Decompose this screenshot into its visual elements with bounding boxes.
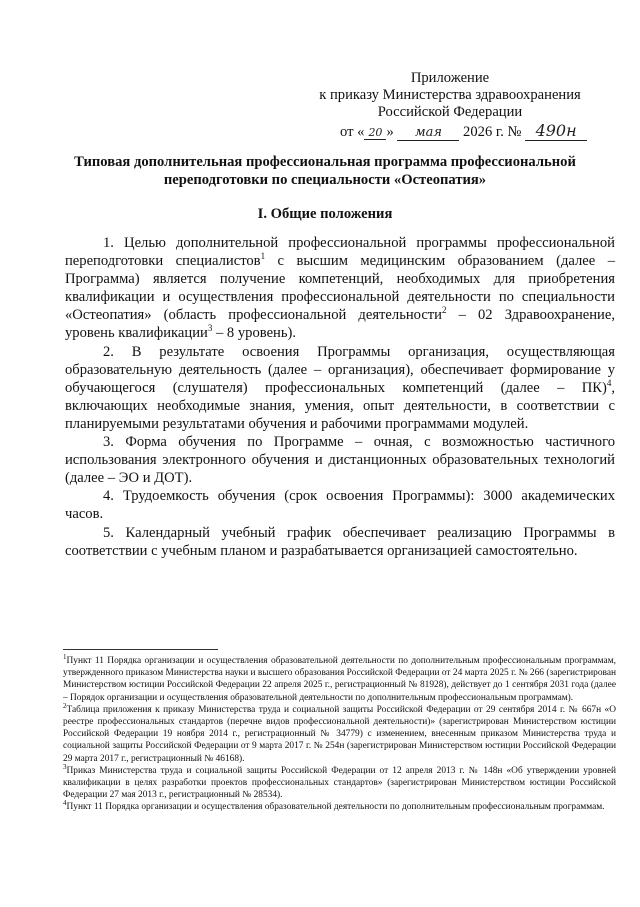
p1-text-a: 1. Целью дополнительной профессиональной программы профессиональной переподготовки специалистов xyxy=(65,235,615,270)
p2-text-b: , включающих необходимые знания, умения, опыт деятельности, в соответствии с планируемыми результатами обучения и рабочими программами модулей. xyxy=(65,379,615,432)
p1-text-c: – 02 Здравоохранение, уровень квалификации xyxy=(65,307,615,342)
footnote-mark-4: 4 xyxy=(63,799,67,808)
footnotes xyxy=(63,652,616,814)
paragraph-3: 3. Форма обучения по Программе – очная, с возможностью частичного использования электронного обучения и дистанционных образовательных технологий (далее – ЭО и ДОТ). xyxy=(65,434,615,487)
footnote-text-2: Таблица приложения к приказу Министерства труда и социальной защиты Российской Федерации от 29 сентября 2014 г. № 667н «О реестре профессиональных стандартов (перечне видов профессиональной деятельности)» (зарегистрирован Министерством юстиции Российской Федерации 19 ноября 2014 г., регистрационный № 34779) с изменением, внесенным приказом Министерства труда и социальной защиты Российской Федерации от 9 марта 2017 г. № 254н (зарегистрирован Министерством юстиции Российской Федерации 29 марта 2017 г., регистрационный № 46168). xyxy=(63,704,616,764)
header-line-order: к приказу Министерства здравоохранения xyxy=(319,87,581,103)
footnote-4 xyxy=(63,801,616,813)
p1-text-d: – 8 уровень). xyxy=(212,325,297,342)
order-number-handwritten: 490н xyxy=(525,121,587,141)
order-month-handwritten: мая xyxy=(397,125,459,141)
footnote-mark-1: 1 xyxy=(63,652,67,661)
footnote-1 xyxy=(63,652,616,704)
header-line-appendix: Приложение xyxy=(410,70,490,86)
order-prefix: от « xyxy=(340,124,365,140)
footnote-text-4: Пункт 11 Порядка организации и осуществления образовательной деятельности по дополнительным профессиональным программам. xyxy=(66,802,605,813)
footnote-mark-3: 3 xyxy=(63,762,67,771)
order-day-handwritten: 20 xyxy=(364,126,386,140)
p1-text-b: с высшим медицинским образованием (далее – Программа) является получение компетенций, необходимых для приобретения квалификации и осуществления профессиональной деятельности по специальности «Остеопатия» (область профессиональной деятельности xyxy=(65,253,615,324)
title-line-2: переподготовки по специальности «Остеопатия» xyxy=(163,172,487,188)
header-line-country: Российской Федерации xyxy=(377,104,523,120)
footnote-text-3: Приказ Министерства труда и социальной защиты Российской Федерации от 12 апреля 2013 г. № 148н «Об утверждении уровней квалификации в целях разработки проектов профессиональных стандартов» (зарегистрирован Министерством юстиции Российской Федерации 27 мая 2013 г., регистрационный № 28534). xyxy=(63,765,616,801)
footnote-3 xyxy=(63,762,616,802)
footnote-ref-1: 1 xyxy=(260,251,266,262)
footnote-divider xyxy=(63,649,218,650)
p2-text-a: 2. В результате освоения Программы организация, осуществляющая образовательную деятельность (далее – организация), обеспечивает формирование у обучающегося (слушателя) профессиональных компетенций (далее – ПК) xyxy=(65,343,615,396)
body-text xyxy=(65,234,615,560)
footnote-ref-2: 2 xyxy=(441,305,447,316)
paragraph-5: 5. Календарный учебный график обеспечивает реализацию Программы в соответствии с учебным планом и разрабатывается организацией самостоятельно. xyxy=(65,524,615,559)
paragraph-1 xyxy=(65,234,615,343)
order-mid: » xyxy=(386,124,394,140)
document-title xyxy=(60,153,590,189)
section-heading: I. Общие положения xyxy=(257,206,393,222)
order-date-number xyxy=(340,121,587,141)
title-line-1: Типовая дополнительная профессиональная программа профессиональной xyxy=(74,154,576,170)
footnote-2 xyxy=(63,701,616,765)
approval-header xyxy=(300,70,600,121)
footnote-text-1: Пункт 11 Порядка организации и осуществления образовательной деятельности по дополнительным профессиональным программам, утвержденного приказом Министерства науки и высшего образования Российской Федерации от 24 марта 2025 г. № 266 (зарегистрирован Министерством юстиции Российской Федерации 22 апреля 2025 г., регистрационный № 81928), действует до 1 сентября 2031 года (далее – Порядок организации и осуществления образовательной деятельности по дополнительным профессиональным программам). xyxy=(63,656,616,703)
footnote-ref-4: 4 xyxy=(606,377,612,388)
paragraph-4: 4. Трудоемкость обучения (срок освоения Программы): 3000 академических часов. xyxy=(65,488,615,523)
footnote-ref-3: 3 xyxy=(207,323,213,334)
order-year: 2026 г. № xyxy=(463,124,522,140)
paragraph-2 xyxy=(65,343,615,433)
footnote-mark-2: 2 xyxy=(63,701,67,710)
